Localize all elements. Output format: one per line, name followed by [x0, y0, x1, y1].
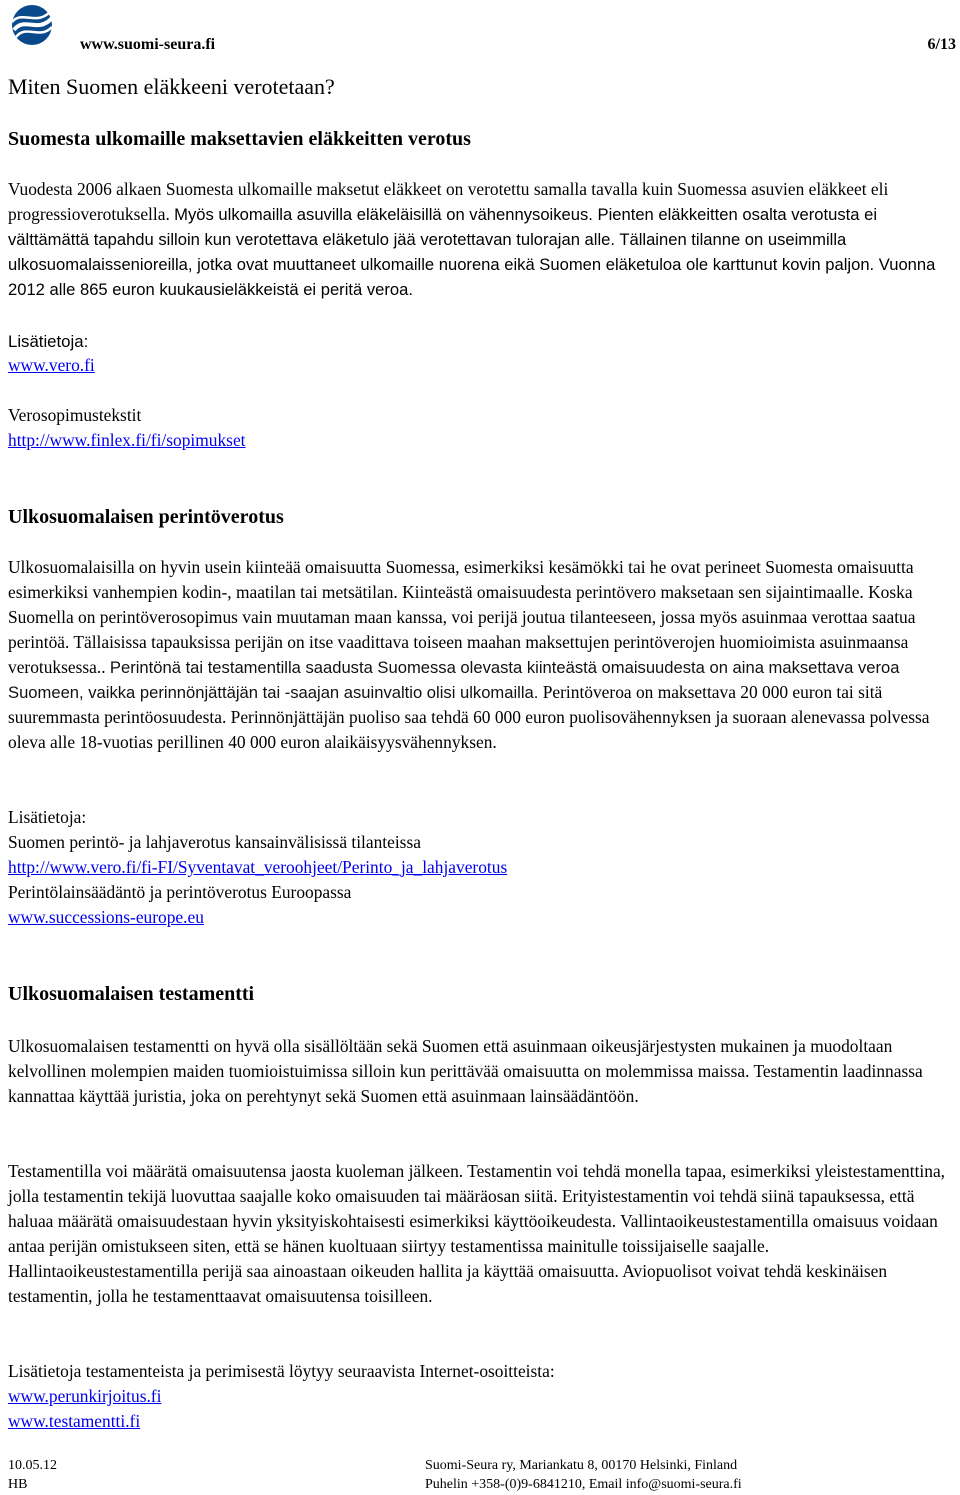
pension-tax-text-b: Myös ulkomailla asuvilla eläkeläisillä on vähennysoikeus. Pienten eläkkeitten osalta verotusta ei välttämättä tapahdu silloin kun verotettava eläketulo jää verotettavan tulorajan alle. [8, 205, 878, 249]
treaty-label: Verosopimustekstit [8, 405, 142, 425]
section-heading-testament: Ulkosuomalaisen testamentti [8, 983, 255, 1005]
footer-date: 10.05.12 [8, 1458, 57, 1473]
inheritance-tax-paragraph [8, 555, 953, 755]
inheritance-info-label-2: Perintölainsäädäntö ja perintöverotus Euroopassa [8, 882, 352, 902]
site-url: www.suomi-seura.fi [80, 36, 216, 53]
inheritance-text-c: Perintöveroa on maksettava 20 000 euron tai sitä suuremmasta perintöosuudesta. Perinnönjättäjän puoliso saa tehdä 60 000 euron puolisovähennyksen ja suoraan alenevassa polvessa oleva alle 18-vuotias perillinen 40 000 euron alaikäisyysvähennyksen. [8, 682, 930, 752]
info-label: Lisätietoja: [8, 332, 89, 351]
info-label-2: Lisätietoja: [8, 807, 87, 827]
inheritance-info-label-1: Suomen perintö- ja lahjaverotus kansainvälisissä tilanteissa [8, 832, 421, 852]
footer-initials: HB [8, 1477, 28, 1492]
page-number: 6/13 [927, 36, 956, 53]
section-heading-pension-tax: Suomesta ulkomaille maksettavien eläkkeitten verotus [8, 128, 471, 150]
pension-tax-text-c: Tällainen tilanne on useimmilla ulkosuomalaissenioreilla, jotka ovat muuttaneet ulkomaille nuorena eikä Suomen eläketuloa ole karttunut kovin paljon. Vuonna 2012 alle 865 euron kuukausieläkkeistä ei peritä veroa. [8, 230, 936, 299]
testament-paragraph-2: Testamentilla voi määrätä omaisuutensa jaosta kuoleman jälkeen. Testamentin voi tehdä monella tapaa, esimerkiksi yleistestamenttina, jolla testamentin tekijä luovuttaa saajalle koko omaisuuden tai määräosan siitä. Erityistestamentin voi tehdä siinä tapauksessa, että haluaa määrätä omaisuudestaan hyvin yksityiskohtaisesti esimerkiksi käyttöoikeudesta. Vallintaoikeustestamentilla omaisuus voidaan antaa perijän omistukseen siten, että se hänen kuoltuaan siirtyy testamentissa mainitulle toissijaiselle saajalle. Hallintaoikeustestamentilla perijä saa ainoastaan oikeuden hallita ja käyttää omaisuutta. Aviopuolisot voivat tehdä keskinäisen testamentin, jolla he testamenttaavat omaisuutensa toisilleen. [8, 1161, 946, 1306]
pension-tax-paragraph [8, 177, 953, 302]
footer-contact: Puhelin +358-(0)9-6841210, Email info@suomi-seura.fi [425, 1477, 742, 1492]
testament-paragraph-1: Ulkosuomalaisen testamentti on hyvä olla sisällöltään sekä Suomen että asuinmaan oikeusjärjestysten mukainen ja muodoltaan kelvollinen molempien maiden tuomioistuimissa silloin kun perittävää omaisuutta on molemmissa maissa. Testamentin laadinnassa kannattaa käyttää juristia, joka on perehtynyt sekä Suomen että asuinmaan lainsäädäntöön. [8, 1036, 923, 1106]
suomi-seura-logo-icon [8, 4, 56, 46]
link-vero[interactable]: www.vero.fi [8, 355, 95, 375]
link-successions-europe[interactable]: www.successions-europe.eu [8, 907, 204, 927]
section-heading-inheritance-tax: Ulkosuomalaisen perintöverotus [8, 506, 284, 528]
link-finlex[interactable]: http://www.finlex.fi/fi/sopimukset [8, 430, 246, 450]
inheritance-text-b: Perintönä tai testamentilla saadusta Suomessa olevasta kiinteästä omaisuudesta on aina maksettava veroa Suomeen, vaikka perinnönjättäjän tai -saajan asuinvaltio olisi ulkomailla. [8, 658, 900, 702]
testament-paragraph-3: Lisätietoja testamenteista ja perimisestä löytyy seuraavista Internet-osoitteista: [8, 1361, 555, 1381]
footer-address: Suomi-Seura ry, Mariankatu 8, 00170 Helsinki, Finland [425, 1458, 738, 1473]
pension-tax-text-a: Vuodesta 2006 alkaen Suomesta ulkomaille maksetut eläkkeet on verotettu samalla tavalla kuin Suomessa asuvien eläkkeet eli progressioverotuksella. [8, 179, 889, 224]
page-title: Miten Suomen eläkkeeni verotetaan? [8, 74, 335, 99]
link-testamentti[interactable]: www.testamentti.fi [8, 1411, 141, 1431]
link-perunkirjoitus[interactable]: www.perunkirjoitus.fi [8, 1386, 162, 1406]
inheritance-text-a: Ulkosuomalaisilla on hyvin usein kiinteää omaisuutta Suomessa, esimerkiksi kesämökki tai he ovat perineet Suomesta omaisuutta esimerkiksi vanhempien kodin-, maatilan tai metsätilan. Kiinteästä omaisuudesta perintövero maksetaan sen sijaintimaalle. Koska Suomella on perintöverosopimus vain muutaman maan kanssa, voi perijä joutua tilanteeseen, jossa myös asuinmaa verottaa saatua perintöä. Tällaisissa tapauksissa perijän on itse vaadittava toiseen maahan maksettujen perintöverojen huomioimista asuinmaansa verotuksessa.. [8, 557, 916, 677]
link-vero-inheritance[interactable]: http://www.vero.fi/fi-FI/Syventavat_veroohjeet/Perinto_ja_lahjaverotus [8, 857, 508, 877]
